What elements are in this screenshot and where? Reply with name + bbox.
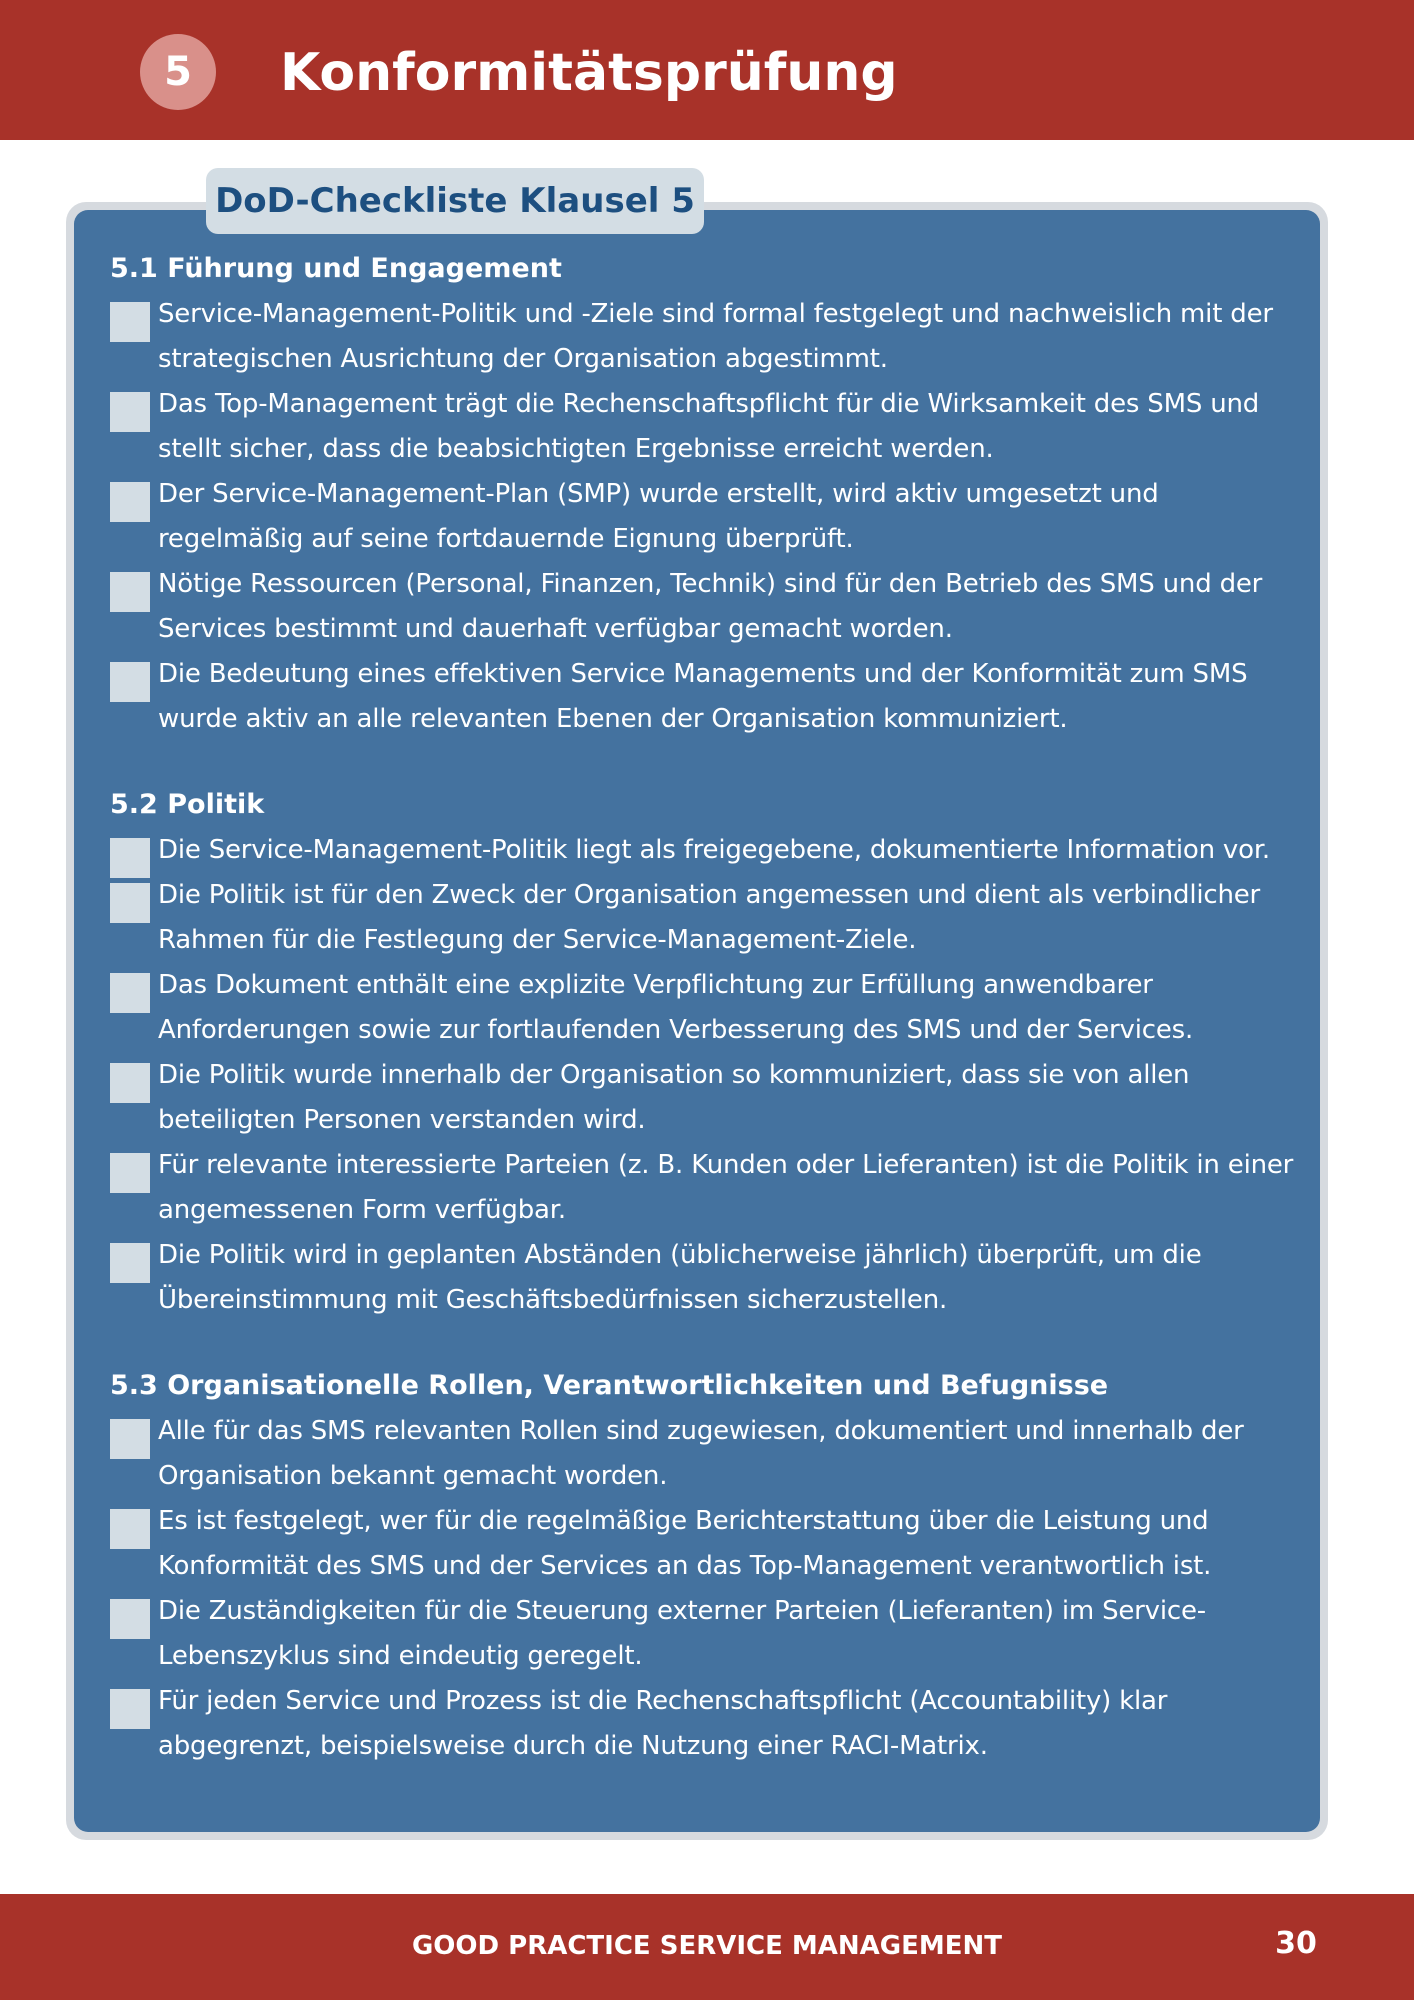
checklist-item: [110, 292, 1310, 382]
section-heading: 5.3 Organisationelle Rollen, Verantwortlichkeiten und Befugnisse: [110, 1370, 1109, 1401]
section-heading: 5.2 Politik: [110, 789, 265, 820]
checklist-item: [110, 1053, 1310, 1143]
checklist-item-text: Der Service-Management-Plan (SMP) wurde erstellt, wird aktiv umgesetzt und regelmäßig auf seine fortdauernde Eignung überprüft.: [158, 479, 1159, 554]
checklist-item: [110, 873, 1310, 963]
checkbox[interactable]: [110, 572, 150, 612]
checklist-item-text: Nötige Ressourcen (Personal, Finanzen, Technik) sind für den Betrieb des SMS und der Services bestimmt und dauerhaft verfügbar gemacht worden.: [158, 569, 1263, 644]
checklist-item: [110, 828, 1310, 873]
checklist-item-text: Service-Management-Politik und -Ziele sind formal festgelegt und nachweislich mit der strategischen Ausrichtung der Organisation abgestimmt.: [158, 299, 1273, 374]
checkbox[interactable]: [110, 1419, 150, 1459]
checklist-item-text: Die Politik wird in geplanten Abständen (üblicherweise jährlich) überprüft, um die Übereinstimmung mit Geschäftsbedürfnissen sicherzustellen.: [158, 1240, 1202, 1315]
checkbox[interactable]: [110, 662, 150, 702]
checklist-item: [110, 472, 1310, 562]
checklist-item: [110, 1499, 1310, 1589]
checklist-item-text: Für jeden Service und Prozess ist die Rechenschaftspflicht (Accountability) klar abgegrenzt, beispielsweise durch die Nutzung einer RACI-Matrix.: [158, 1686, 1168, 1761]
checkbox[interactable]: [110, 1689, 150, 1729]
checkbox[interactable]: [110, 482, 150, 522]
checklist-item: [110, 1143, 1310, 1233]
checklist-item-text: Es ist festgelegt, wer für die regelmäßige Berichterstattung über die Leistung und Konformität des SMS und der Services an das Top-Management verantwortlich ist.: [158, 1506, 1212, 1581]
checkbox[interactable]: [110, 973, 150, 1013]
checklist-item-text: Die Politik ist für den Zweck der Organisation angemessen und dient als verbindlicher Rahmen für die Festlegung der Service-Management-Ziele.: [158, 880, 1261, 955]
checklist-item: [110, 652, 1310, 742]
checklist-item: [110, 1409, 1310, 1499]
checkbox[interactable]: [110, 1509, 150, 1549]
checklist-item: [110, 1589, 1310, 1679]
checklist-section: [110, 786, 1310, 1323]
page-number: 30: [1275, 1926, 1317, 1961]
checklist-item-text: Die Zuständigkeiten für die Steuerung externer Parteien (Lieferanten) im Service-Lebenszyklus sind eindeutig geregelt.: [158, 1596, 1206, 1671]
checklist-item: [110, 382, 1310, 472]
footer-title: GOOD PRACTICE SERVICE MANAGEMENT: [411, 1931, 1003, 1961]
checkbox[interactable]: [110, 392, 150, 432]
checklist-item-text: Die Service-Management-Politik liegt als freigegebene, dokumentierte Information vor.: [158, 835, 1270, 865]
checklist-item-text: Das Dokument enthält eine explizite Verpflichtung zur Erfüllung anwendbarer Anforderungen sowie zur fortlaufenden Verbesserung des SMS und der Services.: [158, 970, 1194, 1045]
checkbox[interactable]: [110, 302, 150, 342]
checklist-title: DoD-Checkliste Klausel 5: [215, 181, 695, 221]
checkbox[interactable]: [110, 1599, 150, 1639]
checklist-item-text: Die Politik wurde innerhalb der Organisation so kommuniziert, dass sie von allen beteiligten Personen verstanden wird.: [158, 1060, 1190, 1135]
checkbox[interactable]: [110, 883, 150, 923]
checklist-item-text: Für relevante interessierte Parteien (z. B. Kunden oder Lieferanten) ist die Politik in einer angemessenen Form verfügbar.: [158, 1150, 1294, 1225]
checklist-item: [110, 1233, 1310, 1323]
page-title: Konformitätsprüfung: [280, 43, 898, 103]
checklist-section: [110, 250, 1310, 742]
checklist-item: [110, 1679, 1310, 1769]
checkbox[interactable]: [110, 1153, 150, 1193]
checklist-body: [110, 250, 1310, 1769]
checklist-item: [110, 562, 1310, 652]
checklist-item-text: Das Top-Management trägt die Rechenschaftspflicht für die Wirksamkeit des SMS und stellt sicher, dass die beabsichtigten Ergebnisse erreicht werden.: [158, 389, 1260, 464]
checklist-item-text: Alle für das SMS relevanten Rollen sind zugewiesen, dokumentiert und innerhalb der Organisation bekannt gemacht worden.: [158, 1416, 1244, 1491]
checkbox[interactable]: [110, 1063, 150, 1103]
checklist-section: [110, 1367, 1310, 1769]
checkbox[interactable]: [110, 838, 150, 878]
checklist-card-tab: [206, 168, 704, 234]
checklist-item-text: Die Bedeutung eines effektiven Service Managements und der Konformität zum SMS wurde aktiv an alle relevanten Ebenen der Organisation kommuniziert.: [158, 659, 1248, 734]
checkbox[interactable]: [110, 1243, 150, 1283]
chapter-number-badge: 5: [140, 34, 216, 110]
checklist-item: [110, 963, 1310, 1053]
section-heading: 5.1 Führung und Engagement: [110, 253, 562, 284]
